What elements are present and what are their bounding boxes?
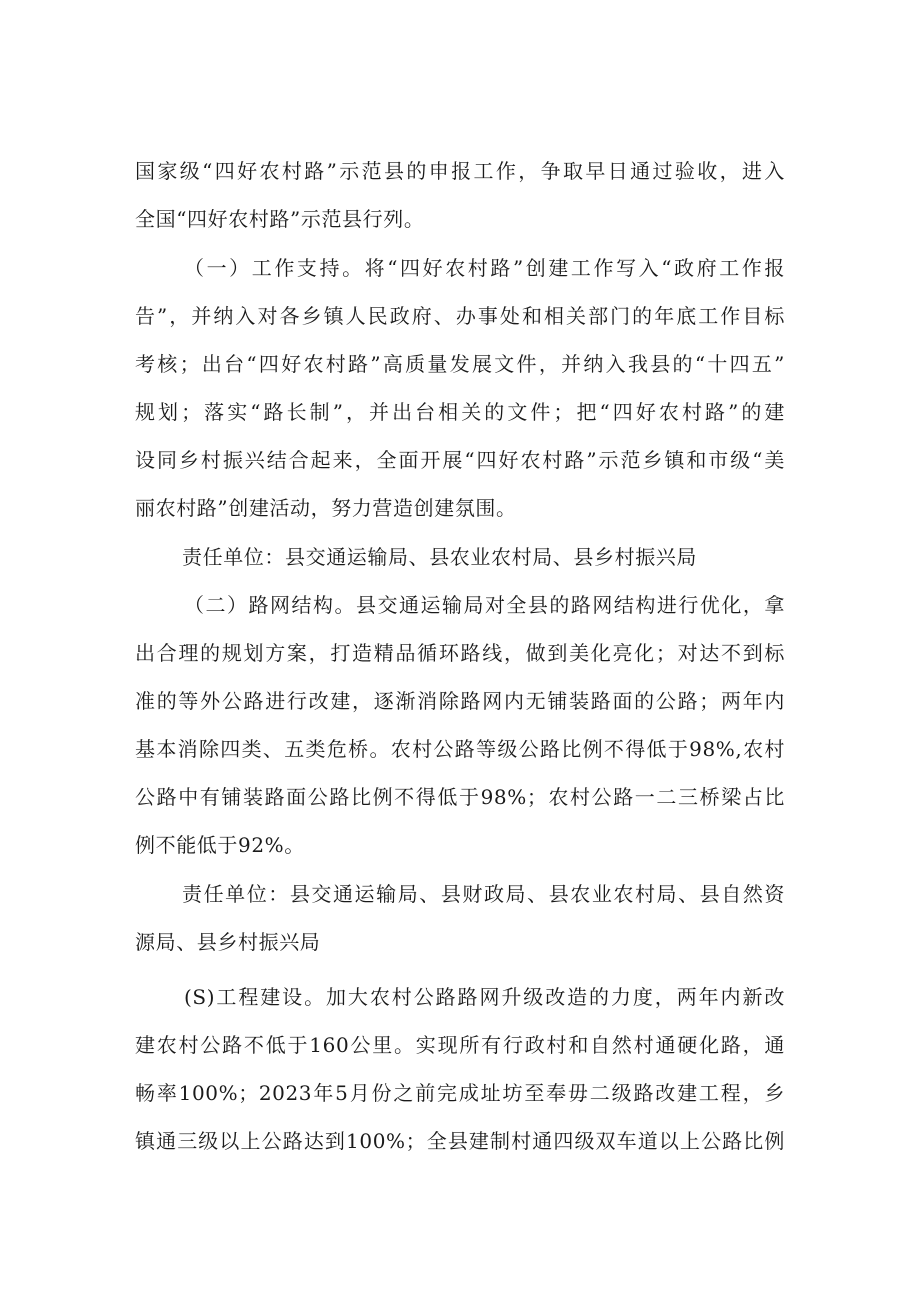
text-line: 准的等外公路进行改建，逐渐消除路网内无铺装路面的公路；两年内 [135,689,785,713]
text-line: 源局、县乡村振兴局 [135,930,321,954]
text-line: 责任单位：县交通运输局、县农业农村局、县乡村振兴局 [182,545,697,569]
text-line: 设同乡村振兴结合起来，全面开展“四好农村路”示范乡镇和市级“美 [135,448,785,472]
text-line: 全国“四好农村路”示范县行列。 [135,207,425,231]
text-line: 例不能低于92%。 [135,833,305,857]
text-line: 规划；落实“路长制”，并出台相关的文件；把“四好农村路”的建 [135,400,785,424]
text-line: （一）工作支持。将“四好农村路”创建工作写入“政府工作报 [184,256,785,280]
text-line: （二）路网结构。县交通运输局对全县的路网结构进行优化，拿 [184,593,785,617]
text-line: 告”，并纳入对各乡镇人民政府、办事处和相关部门的年底工作目标 [135,304,785,328]
text-line: 建农村公路不低于160公里。实现所有行政村和自然村通硬化路，通 [135,1033,785,1057]
text-line: 畅率100%；2023年5月份之前完成址坊至奉毋二级路改建工程，乡 [135,1081,785,1105]
text-line: 国家级“四好农村路”示范县的申报工作，争取早日通过验收，进入 [135,159,785,183]
text-line: 出合理的规划方案，打造精品循环路线，做到美化亮化；对达不到标 [135,641,785,665]
text-line: (S)工程建设。加大农村公路路网升级改造的力度，两年内新改 [184,985,785,1009]
text-line: 考核；出台“四好农村路”高质量发展文件，并纳入我县的“十四五” [135,352,785,376]
text-line: 责任单位：县交通运输局、县财政局、县农业农村局、县自然资 [182,882,785,906]
text-line: 丽农村路”创建活动，努力营造创建氛围。 [135,496,517,520]
text-line: 公路中有铺装路面公路比例不得低于98%；农村公路一二三桥梁占比 [135,785,785,809]
text-line: 镇通三级以上公路达到100%；全县建制村通四级双车道以上公路比例 [135,1129,785,1153]
text-line: 基本消除四类、五类危桥。农村公路等级公路比例不得低于98%,农村 [135,737,785,761]
